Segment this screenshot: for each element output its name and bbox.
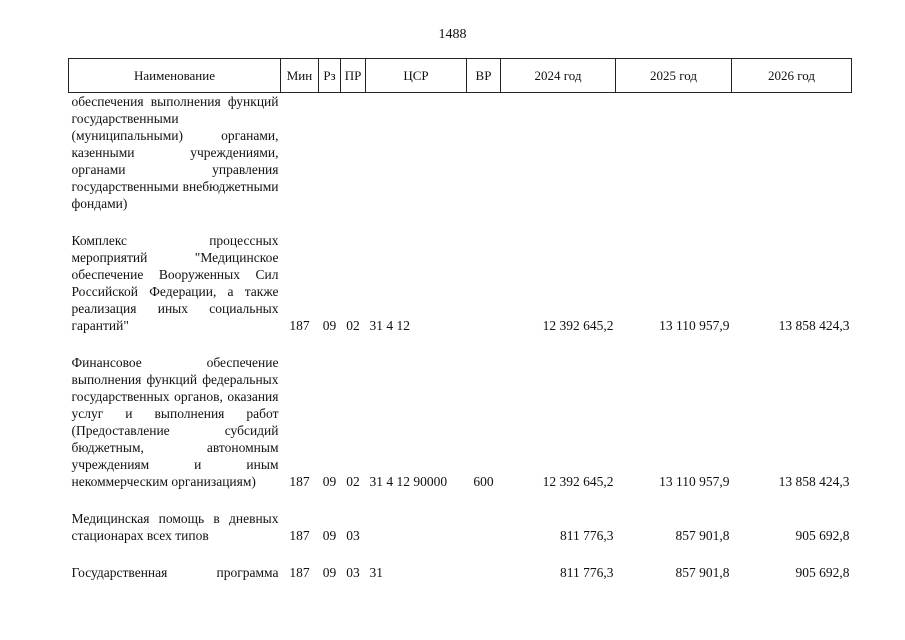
row-2026: 13 858 424,3 bbox=[778, 474, 850, 489]
header-pr: ПР bbox=[341, 59, 366, 93]
row-gap bbox=[69, 544, 852, 564]
row-min bbox=[281, 93, 319, 213]
row-pr: 03 bbox=[346, 565, 360, 580]
row-2025: 13 110 957,9 bbox=[659, 318, 730, 333]
row-name: Финансовое обеспечение выполнения функций федеральных государственных органов, оказания услуг и выполнения работ (Предоставление субсидий бюджетным, автономным учреждениям и иным некоммерческим организациям) bbox=[71, 355, 279, 489]
header-vr: ВР bbox=[467, 59, 501, 93]
page-number: 1488 bbox=[438, 27, 467, 42]
row-name: Медицинская помощь в дневных стационарах всех типов bbox=[71, 511, 279, 543]
row-pr: 02 bbox=[346, 474, 360, 489]
row-csr: 31 4 12 90000 bbox=[369, 474, 448, 489]
table-row bbox=[69, 564, 852, 581]
table-row bbox=[69, 232, 852, 334]
row-vr bbox=[467, 232, 501, 334]
row-pr: 03 bbox=[346, 528, 360, 543]
row-name: Государственная программа bbox=[71, 565, 279, 580]
row-2026: 905 692,8 bbox=[795, 565, 850, 580]
row-2024: 811 776,3 bbox=[560, 565, 614, 580]
row-vr bbox=[467, 93, 501, 213]
row-min: 187 bbox=[289, 474, 310, 489]
row-csr: 31 bbox=[369, 565, 383, 580]
row-gap bbox=[69, 334, 852, 354]
row-csr bbox=[366, 510, 467, 544]
header-2025: 2025 год bbox=[616, 59, 732, 93]
budget-table bbox=[68, 58, 852, 581]
row-min: 187 bbox=[289, 565, 310, 580]
row-2026 bbox=[732, 93, 852, 213]
row-vr bbox=[467, 564, 501, 581]
row-2024: 811 776,3 bbox=[560, 528, 614, 543]
row-csr: 31 4 12 bbox=[369, 318, 410, 333]
header-name: Наименование bbox=[69, 59, 281, 93]
row-rz: 09 bbox=[322, 528, 337, 543]
row-2025: 857 901,8 bbox=[675, 528, 730, 543]
row-2025: 13 110 957,9 bbox=[659, 474, 730, 489]
row-pr bbox=[341, 93, 366, 213]
row-pr: 02 bbox=[346, 318, 360, 333]
header-2024: 2024 год bbox=[501, 59, 616, 93]
row-name: обеспечения выполнения функций государственными (муниципальными) органами, казенными учреждениями, органами управления государственными внебюджетными фондами) bbox=[71, 94, 279, 211]
row-2024: 12 392 645,2 bbox=[542, 318, 614, 333]
row-rz bbox=[319, 93, 341, 213]
row-gap bbox=[69, 490, 852, 510]
row-vr: 600 bbox=[473, 474, 494, 489]
table-row bbox=[69, 354, 852, 490]
header-2026: 2026 год bbox=[732, 59, 852, 93]
row-gap bbox=[69, 212, 852, 232]
row-2025 bbox=[616, 93, 732, 213]
row-vr bbox=[467, 510, 501, 544]
row-min: 187 bbox=[289, 318, 310, 333]
row-2026: 13 858 424,3 bbox=[778, 318, 850, 333]
table-header-row bbox=[69, 59, 852, 93]
row-name: Комплекс процессных мероприятий "Медицинское обеспечение Вооруженных Сил Российской Федерации, а также реализация иных социальных гарантий" bbox=[71, 233, 279, 333]
row-2025: 857 901,8 bbox=[675, 565, 730, 580]
row-2024 bbox=[501, 93, 616, 213]
row-rz: 09 bbox=[322, 565, 337, 580]
row-csr bbox=[366, 93, 467, 213]
table-row bbox=[69, 93, 852, 213]
row-2024: 12 392 645,2 bbox=[542, 474, 614, 489]
header-rz: Рз bbox=[319, 59, 341, 93]
row-rz: 09 bbox=[322, 474, 337, 489]
header-min: Мин bbox=[281, 59, 319, 93]
header-csr: ЦСР bbox=[366, 59, 467, 93]
row-rz: 09 bbox=[322, 318, 337, 333]
row-2026: 905 692,8 bbox=[795, 528, 850, 543]
table-row bbox=[69, 510, 852, 544]
row-min: 187 bbox=[289, 528, 310, 543]
